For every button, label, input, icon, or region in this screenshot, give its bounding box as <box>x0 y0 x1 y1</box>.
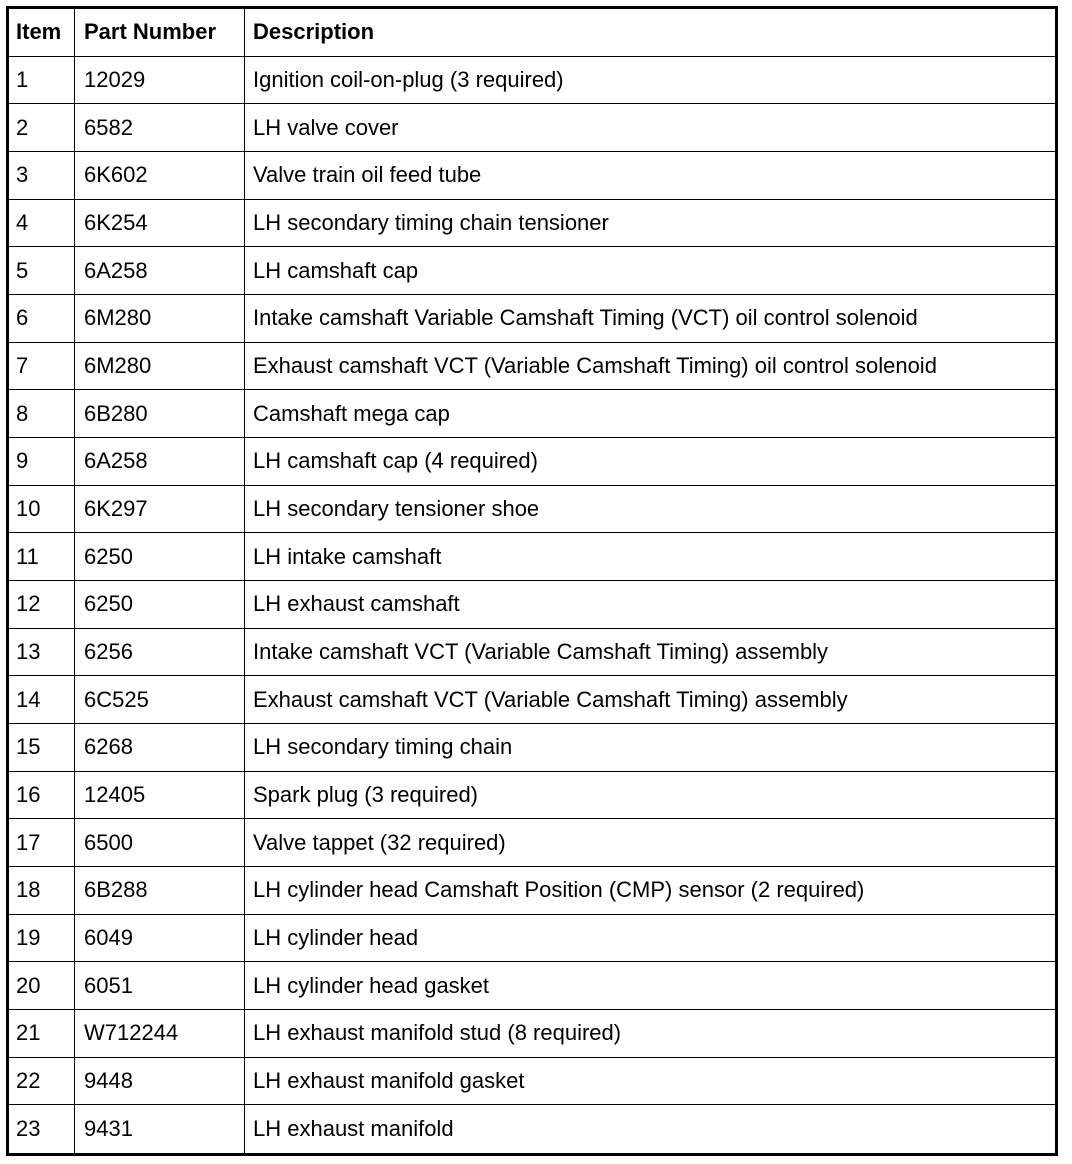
description-cell: LH exhaust manifold gasket <box>245 1058 1055 1106</box>
description-cell: LH camshaft cap (4 required) <box>245 438 1055 486</box>
description-cell: Valve tappet (32 required) <box>245 819 1055 867</box>
description-cell: LH cylinder head Camshaft Position (CMP) sensor (2 required) <box>245 867 1055 915</box>
part-number-cell: 9448 <box>75 1058 245 1106</box>
description-cell: LH valve cover <box>245 104 1055 152</box>
item-cell: 3 <box>9 152 75 200</box>
description-cell: Exhaust camshaft VCT (Variable Camshaft Timing) oil control solenoid <box>245 343 1055 391</box>
item-cell: 22 <box>9 1058 75 1106</box>
description-cell: LH cylinder head gasket <box>245 962 1055 1010</box>
item-cell: 9 <box>9 438 75 486</box>
item-cell: 18 <box>9 867 75 915</box>
part-number-cell: 12029 <box>75 57 245 105</box>
header-item: Item <box>9 9 75 57</box>
item-cell: 12 <box>9 581 75 629</box>
part-number-cell: 6256 <box>75 629 245 677</box>
item-cell: 1 <box>9 57 75 105</box>
description-cell: LH exhaust manifold stud (8 required) <box>245 1010 1055 1058</box>
part-number-cell: 12405 <box>75 772 245 820</box>
part-number-cell: 6K297 <box>75 486 245 534</box>
part-number-cell: 6K602 <box>75 152 245 200</box>
part-number-cell: 6250 <box>75 581 245 629</box>
part-number-cell: 6500 <box>75 819 245 867</box>
description-cell: Spark plug (3 required) <box>245 772 1055 820</box>
item-cell: 6 <box>9 295 75 343</box>
description-cell: LH intake camshaft <box>245 533 1055 581</box>
part-number-cell: 9431 <box>75 1105 245 1153</box>
part-number-cell: 6A258 <box>75 247 245 295</box>
description-cell: LH secondary timing chain tensioner <box>245 200 1055 248</box>
description-cell: Valve train oil feed tube <box>245 152 1055 200</box>
item-cell: 14 <box>9 676 75 724</box>
header-description: Description <box>245 9 1055 57</box>
item-cell: 19 <box>9 915 75 963</box>
part-number-cell: 6K254 <box>75 200 245 248</box>
part-number-cell: 6M280 <box>75 343 245 391</box>
part-number-cell: 6C525 <box>75 676 245 724</box>
item-cell: 13 <box>9 629 75 677</box>
item-cell: 5 <box>9 247 75 295</box>
item-cell: 7 <box>9 343 75 391</box>
parts-table <box>6 6 1058 1156</box>
description-cell: LH secondary timing chain <box>245 724 1055 772</box>
item-cell: 4 <box>9 200 75 248</box>
part-number-cell: 6B280 <box>75 390 245 438</box>
item-cell: 20 <box>9 962 75 1010</box>
item-cell: 17 <box>9 819 75 867</box>
header-part-number: Part Number <box>75 9 245 57</box>
item-cell: 23 <box>9 1105 75 1153</box>
part-number-cell: 6A258 <box>75 438 245 486</box>
description-cell: Exhaust camshaft VCT (Variable Camshaft Timing) assembly <box>245 676 1055 724</box>
description-cell: LH cylinder head <box>245 915 1055 963</box>
part-number-cell: 6B288 <box>75 867 245 915</box>
description-cell: Ignition coil-on-plug (3 required) <box>245 57 1055 105</box>
description-cell: Intake camshaft Variable Camshaft Timing (VCT) oil control solenoid <box>245 295 1055 343</box>
description-cell: Camshaft mega cap <box>245 390 1055 438</box>
part-number-cell: 6049 <box>75 915 245 963</box>
description-cell: LH exhaust manifold <box>253 1116 454 1142</box>
item-cell: 8 <box>9 390 75 438</box>
description-cell: LH exhaust camshaft <box>245 581 1055 629</box>
part-number-cell: 6051 <box>75 962 245 1010</box>
item-cell: 15 <box>9 724 75 772</box>
part-number-cell: 6268 <box>75 724 245 772</box>
description-cell: Intake camshaft VCT (Variable Camshaft Timing) assembly <box>245 629 1055 677</box>
part-number-cell: 6250 <box>75 533 245 581</box>
item-cell: 21 <box>9 1010 75 1058</box>
part-number-cell: 6582 <box>75 104 245 152</box>
description-cell: LH secondary tensioner shoe <box>245 486 1055 534</box>
description-cell: LH camshaft cap <box>245 247 1055 295</box>
part-number-cell: W712244 <box>75 1010 245 1058</box>
item-cell: 11 <box>9 533 75 581</box>
item-cell: 2 <box>9 104 75 152</box>
item-cell: 10 <box>9 486 75 534</box>
item-cell: 16 <box>9 772 75 820</box>
part-number-cell: 6M280 <box>75 295 245 343</box>
